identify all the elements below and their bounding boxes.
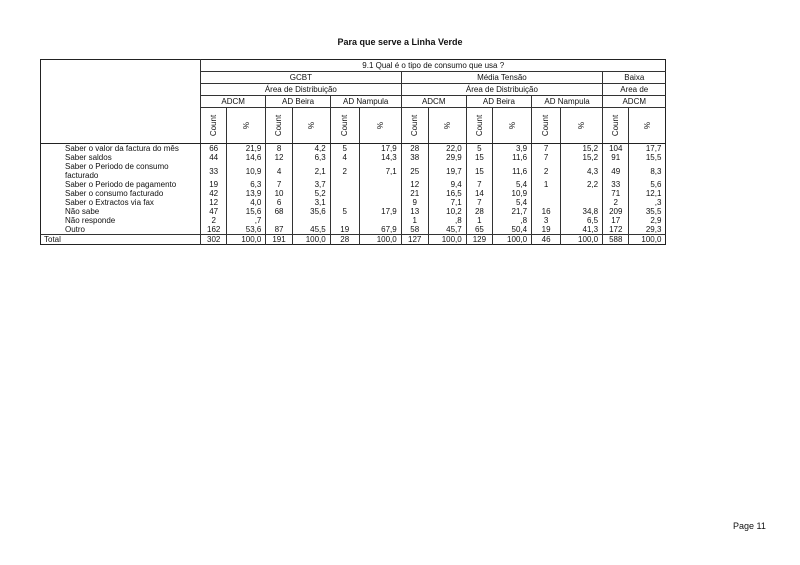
subgroup-header: Area de (603, 84, 666, 96)
percent-header (359, 108, 401, 144)
row-label: Saber o Periodo de pagamento (41, 180, 201, 189)
percent-cell: 100,0 (561, 235, 603, 245)
count-cell: 58 (401, 225, 428, 235)
count-cell: 15 (466, 153, 492, 162)
count-cell: 4 (266, 162, 292, 180)
count-cell: 15 (466, 162, 492, 180)
count-cell (330, 216, 359, 225)
percent-cell: 8,3 (629, 162, 666, 180)
table-row (41, 144, 666, 154)
percent-cell: 45,5 (292, 225, 330, 235)
count-cell: 19 (532, 225, 561, 235)
count-cell: 28 (330, 235, 359, 245)
stat-header-label: Count (274, 114, 284, 137)
count-cell (330, 180, 359, 189)
percent-cell: 17,9 (359, 207, 401, 216)
table-row (41, 198, 666, 207)
count-cell: 1 (466, 216, 492, 225)
percent-cell: 9,4 (428, 180, 466, 189)
count-cell (330, 189, 359, 198)
count-cell: 191 (266, 235, 292, 245)
count-cell: 9 (401, 198, 428, 207)
percent-header (292, 108, 330, 144)
stat-header-label: Count (474, 114, 484, 137)
count-cell: 10 (266, 189, 292, 198)
count-cell: 6 (266, 198, 292, 207)
percent-cell: ,3 (629, 198, 666, 207)
percent-cell (359, 180, 401, 189)
count-cell: 2 (201, 216, 227, 225)
stat-header-label: % (306, 121, 316, 130)
percent-cell: 22,0 (428, 144, 466, 154)
count-cell: 46 (532, 235, 561, 245)
percent-cell (359, 189, 401, 198)
percent-cell: 14,6 (227, 153, 266, 162)
percent-cell: 12,1 (629, 189, 666, 198)
page-number: Page 11 (733, 521, 766, 531)
percent-cell: 13,9 (227, 189, 266, 198)
count-cell: 162 (201, 225, 227, 235)
count-cell: 104 (603, 144, 629, 154)
percent-cell: 6,3 (292, 153, 330, 162)
percent-cell: 2,1 (292, 162, 330, 180)
area-header: AD Nampula (532, 96, 603, 108)
count-cell: 4 (330, 153, 359, 162)
stat-header-label: % (577, 121, 587, 130)
percent-cell: 100,0 (359, 235, 401, 245)
count-cell: 28 (401, 144, 428, 154)
count-cell: 2 (330, 162, 359, 180)
percent-cell: 41,3 (561, 225, 603, 235)
count-cell: 71 (603, 189, 629, 198)
percent-cell: 10,2 (428, 207, 466, 216)
percent-cell: 10,9 (227, 162, 266, 180)
stat-header-label: % (241, 121, 251, 130)
count-cell: 33 (201, 162, 227, 180)
area-header: ADCM (401, 96, 466, 108)
stat-header-label: % (507, 121, 517, 130)
count-cell: 129 (466, 235, 492, 245)
stat-header-label: Count (410, 114, 420, 137)
row-label: Total (41, 235, 201, 245)
area-header: AD Nampula (330, 96, 401, 108)
count-cell: 5 (330, 207, 359, 216)
stat-header-label: % (642, 121, 652, 130)
count-cell (266, 216, 292, 225)
percent-cell: 45,7 (428, 225, 466, 235)
stat-header-label: % (375, 121, 385, 130)
percent-cell: 3,7 (292, 180, 330, 189)
percent-cell: 6,5 (561, 216, 603, 225)
count-cell: 302 (201, 235, 227, 245)
row-label: Não responde (41, 216, 201, 225)
stat-header-label: Count (340, 114, 350, 137)
count-cell: 1 (532, 180, 561, 189)
row-label: Outro (41, 225, 201, 235)
percent-cell: 29,9 (428, 153, 466, 162)
count-cell: 87 (266, 225, 292, 235)
count-cell: 16 (532, 207, 561, 216)
count-cell: 25 (401, 162, 428, 180)
percent-cell: 100,0 (292, 235, 330, 245)
count-cell: 66 (201, 144, 227, 154)
table-row (41, 189, 666, 198)
subgroup-header: Área de Distribuição (401, 84, 602, 96)
percent-cell: 29,3 (629, 225, 666, 235)
row-label: Saber o Extractos via fax (41, 198, 201, 207)
count-cell: 1 (401, 216, 428, 225)
percent-cell: 15,2 (561, 144, 603, 154)
percent-cell: 16,5 (428, 189, 466, 198)
percent-cell: 4,0 (227, 198, 266, 207)
count-cell (330, 198, 359, 207)
count-cell: 13 (401, 207, 428, 216)
count-cell: 5 (466, 144, 492, 154)
percent-cell: 100,0 (493, 235, 532, 245)
percent-cell: 17,7 (629, 144, 666, 154)
row-label: Não sabe (41, 207, 201, 216)
percent-cell: 15,5 (629, 153, 666, 162)
count-cell: 91 (603, 153, 629, 162)
count-cell: 2 (532, 162, 561, 180)
row-label: Saber o Periodo de consumo facturado (41, 162, 201, 180)
percent-cell: 53,6 (227, 225, 266, 235)
percent-cell: 5,2 (292, 189, 330, 198)
count-cell: 7 (532, 153, 561, 162)
count-cell: 172 (603, 225, 629, 235)
count-cell: 8 (266, 144, 292, 154)
count-header (266, 108, 292, 144)
percent-cell: 3,1 (292, 198, 330, 207)
percent-cell: 100,0 (629, 235, 666, 245)
percent-cell: 67,9 (359, 225, 401, 235)
count-cell: 21 (401, 189, 428, 198)
percent-cell: 11,6 (493, 162, 532, 180)
count-cell: 7 (466, 180, 492, 189)
count-cell: 5 (330, 144, 359, 154)
percent-cell: 50,4 (493, 225, 532, 235)
count-cell: 7 (466, 198, 492, 207)
percent-cell: 5,4 (493, 180, 532, 189)
percent-cell: 5,4 (493, 198, 532, 207)
count-cell: 588 (603, 235, 629, 245)
count-cell: 14 (466, 189, 492, 198)
percent-cell: 4,2 (292, 144, 330, 154)
count-header (603, 108, 629, 144)
table-row (41, 207, 666, 216)
percent-cell: 11,6 (493, 153, 532, 162)
stat-header-label: Count (541, 114, 551, 137)
percent-cell: 15,2 (561, 153, 603, 162)
percent-cell: ,8 (428, 216, 466, 225)
count-cell: 12 (201, 198, 227, 207)
count-cell: 209 (603, 207, 629, 216)
area-header: AD Beira (266, 96, 330, 108)
count-header (532, 108, 561, 144)
percent-cell: 15,6 (227, 207, 266, 216)
percent-cell (561, 189, 603, 198)
table-row (41, 216, 666, 225)
group-header-baixa: Baixa (603, 72, 666, 84)
count-cell: 2 (603, 198, 629, 207)
percent-cell: 4,3 (561, 162, 603, 180)
stat-header-label: % (442, 121, 452, 130)
percent-cell: 2,2 (561, 180, 603, 189)
percent-cell: 35,6 (292, 207, 330, 216)
row-label: Saber o consumo facturado (41, 189, 201, 198)
percent-cell: 3,9 (493, 144, 532, 154)
percent-cell: 10,9 (493, 189, 532, 198)
percent-cell: 100,0 (428, 235, 466, 245)
percent-cell: 100,0 (227, 235, 266, 245)
count-cell: 19 (201, 180, 227, 189)
count-header (330, 108, 359, 144)
count-cell: 7 (266, 180, 292, 189)
table-row (41, 162, 666, 180)
area-header: ADCM (603, 96, 666, 108)
count-header (201, 108, 227, 144)
count-cell: 65 (466, 225, 492, 235)
percent-cell: 17,9 (359, 144, 401, 154)
count-cell: 33 (603, 180, 629, 189)
group-header-gcbt: GCBT (201, 72, 402, 84)
count-cell (532, 198, 561, 207)
percent-header (493, 108, 532, 144)
count-cell: 127 (401, 235, 428, 245)
crosstab-table (40, 59, 666, 245)
percent-cell: 21,9 (227, 144, 266, 154)
count-cell: 7 (532, 144, 561, 154)
percent-cell: ,8 (493, 216, 532, 225)
percent-cell: 35,5 (629, 207, 666, 216)
percent-cell (292, 216, 330, 225)
percent-cell: 6,3 (227, 180, 266, 189)
count-header (401, 108, 428, 144)
percent-cell: 19,7 (428, 162, 466, 180)
percent-cell: 2,9 (629, 216, 666, 225)
row-label: Saber o valor da factura do mês (41, 144, 201, 154)
count-cell: 49 (603, 162, 629, 180)
stat-header-label: Count (611, 114, 621, 137)
percent-cell: 14,3 (359, 153, 401, 162)
count-cell: 12 (266, 153, 292, 162)
percent-cell (359, 198, 401, 207)
count-cell: 19 (330, 225, 359, 235)
stat-header-label: Count (209, 114, 219, 137)
count-cell: 28 (466, 207, 492, 216)
subgroup-header: Área de Distribuição (201, 84, 402, 96)
area-header: AD Beira (466, 96, 531, 108)
percent-header (227, 108, 266, 144)
total-row (41, 235, 666, 245)
table-row (41, 180, 666, 189)
row-label: Saber saldos (41, 153, 201, 162)
percent-cell: 34,8 (561, 207, 603, 216)
percent-header (561, 108, 603, 144)
count-cell: 42 (201, 189, 227, 198)
table-row (41, 225, 666, 235)
percent-cell (561, 198, 603, 207)
percent-cell: 7,1 (359, 162, 401, 180)
question-header: 9.1 Qual é o tipo de consumo que usa ? (201, 60, 666, 72)
count-cell: 38 (401, 153, 428, 162)
percent-cell (359, 216, 401, 225)
count-cell: 17 (603, 216, 629, 225)
area-header: ADCM (201, 96, 266, 108)
count-cell: 12 (401, 180, 428, 189)
count-cell: 47 (201, 207, 227, 216)
table-row (41, 153, 666, 162)
percent-cell: 5,6 (629, 180, 666, 189)
count-cell: 3 (532, 216, 561, 225)
count-cell: 68 (266, 207, 292, 216)
percent-cell: 7,1 (428, 198, 466, 207)
percent-cell: ,7 (227, 216, 266, 225)
corner-cell (41, 60, 201, 144)
group-header-media-tensao: Média Tensão (401, 72, 602, 84)
percent-header (629, 108, 666, 144)
percent-header (428, 108, 466, 144)
page-title: Para que serve a Linha Verde (337, 37, 463, 47)
percent-cell: 21,7 (493, 207, 532, 216)
count-cell (532, 189, 561, 198)
count-header (466, 108, 492, 144)
count-cell: 44 (201, 153, 227, 162)
